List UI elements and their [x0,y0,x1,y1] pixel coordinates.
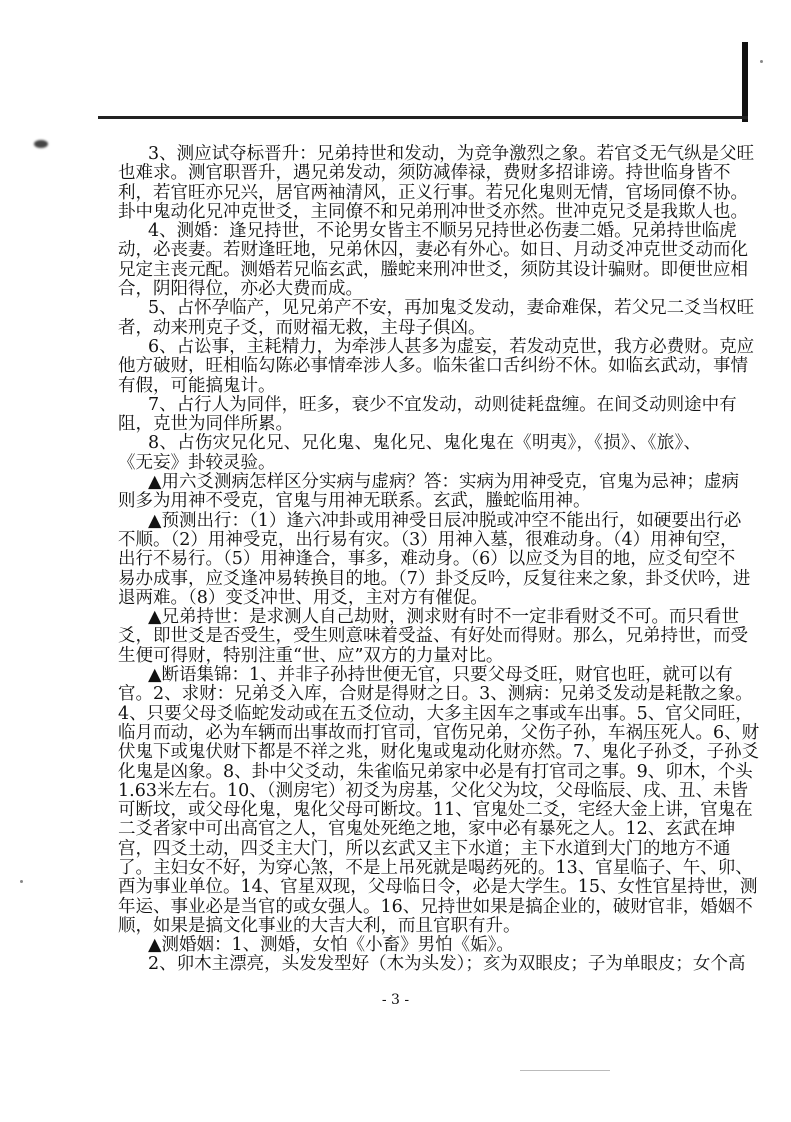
text-line: 顺，如果是搞文化事业的大吉大利，而且官职有升。 [118,915,521,936]
text-line: 利，若官旺亦兄兴，居官两袖清风，正义行事。若兄化鬼则无情，官场同僚不协。 [118,182,748,203]
text-line: 酉为事业单位。14、官星双现，父母临日令，必是大学生。15、女性官星持世，测 [118,877,758,898]
scan-speck [760,60,763,63]
text-line: 了。主妇女不好，为穿心煞，不是上吊死就是喝药死的。13、官星临子、午、卯、 [118,857,753,878]
text-line: 有假，可能搞鬼计。 [118,375,276,396]
text-line: 二爻者家中可出高官之人，官鬼处死绝之地，家中必有暴死之人。12、玄武在坤 [118,819,736,840]
page-number: - 3 - [381,992,410,1008]
text-line: 出行不易行。（5）用神逢合，事多，难动身。（6）以应爻为目的地，应爻旬空不 [118,549,736,570]
text-line: 则多为用神不受克，官鬼与用神无联系。玄武，螣蛇临用神。 [118,491,591,512]
scan-speck [20,880,23,883]
text-line: 他方破财，旺相临勾陈必事情牵涉人多。临朱雀口舌纠纷不休。如临玄武动，事情 [118,356,748,377]
scan-smudge [34,140,48,148]
text-line: 2、卯木主漂亮，头发发型好（木为头发）；亥为双眼皮；子为单眼皮；女个高 [148,954,746,975]
text-line: 5、占怀孕临产，见兄弟产不安，再加鬼爻发动，妻命难保，若父兄二爻当权旺 [148,298,755,319]
text-line: 临月而动，必为车辆而出事故而打官司，官伤兄弟，父伤子孙，车祸压死人。6、财 [118,722,760,743]
text-line: ▲用六爻测病怎样区分实病与虚病？答：实病为用神受克，官鬼为忌神；虚病 [148,472,739,493]
text-line: 年运、事业必是当官的或女强人。16、兄持世如果是搞企业的，破财官非，婚姻不 [118,896,753,917]
text-line: 易办成事，应爻逢冲易转换目的地。（7）卦爻反吟，反复往来之象，卦爻伏吟，进 [118,568,751,589]
text-line: 8、占伤灾兄化兄、兄化鬼、鬼化兄、鬼化鬼在《明夷》，《损》、《旅》、 [148,433,701,454]
header-rule [98,116,748,119]
footer-mark [520,1070,610,1071]
text-line: 伏鬼下或鬼伏财下都是不祥之兆，财化鬼或鬼动化财亦然。7、鬼化子孙爻，子孙爻 [118,742,760,763]
text-line: 7、占行人为同伴，旺多，衰少不宜发动，动则徒耗盘缠。在间爻动则途中有 [148,394,737,415]
text-line: ▲预测出行：（1）逢六冲卦或用神受日辰冲脱或冲空不能出行，如硬要出行必 [148,510,742,531]
text-line: ▲断语集锦：1、并非子孙持世便无官，只要父母爻旺，财官也旺，就可以有 [148,665,733,686]
text-line: 6、占讼事，主耗精力，为牵涉人甚多为虚妄，若发动克世，我方必费财。克应 [148,336,755,357]
text-line: 1.63米左右。10、（测房宅）初爻为房基，父化父为坟，父母临辰、戌、丑、未皆 [118,780,748,801]
text-line: 者，动来刑克子爻，而财福无救，主母子俱凶。 [118,317,486,338]
text-line: 化鬼是凶象。8、卦中父爻动，朱雀临兄弟家中必是有打官司之事。9、卯木，个头 [118,761,753,782]
text-line: 4、测婚：逢兄持世，不论男女皆主不顺另兄持世必伤妻二婚。兄弟持世临虎 [148,221,737,242]
text-line: 宫，四爻土动，四爻主大门，所以玄武又主下水道；主下水道到大门的地方不通 [118,838,731,859]
binding-edge-mark [742,42,748,122]
text-line: 不顺。（2）用神受克，出行易有灾。（3）用神入墓，很难动身。（4）用神旬空， [118,529,738,550]
text-line: 爻，即世爻是否受生，受生则意味着受益、有好处而得财。那么，兄弟持世，而受 [118,626,748,647]
text-line: 卦中鬼动化兄冲克世爻，主同僚不和兄弟刑冲世爻亦然。世冲克兄爻是我欺人也。 [118,201,748,222]
body-text [118,144,760,975]
text-line: 《无妄》卦较灵验。 [118,452,276,473]
text-line: 合，阴阳得位，亦必大费而成。 [118,279,363,300]
text-line: 4、只要父母爻临蛇发动或在五爻位动，大多主因车之事或车出事。5、官父同旺， [118,703,753,724]
text-line: 可断坟，或父母化鬼，鬼化父母可断坟。11、官鬼处二爻，宅经大金上讲，官鬼在 [118,800,753,821]
text-line: ▲测婚姻：1、测婚，女怕《小畜》男怕《姤》。 [148,935,514,956]
text-line: 也难求。测官职晋升，遇兄弟发动，须防减俸禄，费财多招诽谤。持世临身皆不 [118,163,731,184]
text-line: ▲兄弟持世：是求测人自己劫财，测求财有时不一定非看财爻不可。而只看世 [148,607,739,628]
text-line: 3、测应试夺标晋升：兄弟持世和发动，为竞争激烈之象。若官爻无气纵是父旺 [148,144,755,164]
text-line: 兄定主丧元配。测婚若兄临玄武，螣蛇来刑冲世爻，须防其设计骗财。即便世应相 [118,259,748,280]
text-line: 阻，克世为同伴所累。 [118,414,293,435]
text-line: 生便可得财，特别注重“世、应”双方的力量对比。 [118,645,504,666]
text-line: 退两难。（8）变爻冲世、用爻，主对方有催促。 [118,587,488,608]
text-line: 动，必丧妻。若财逢旺地，兄弟休囚，妻必有外心。如日、月动爻冲克世爻动而化 [118,240,748,261]
text-line: 官。2、求财：兄弟爻入库，合财是得财之日。3、测病：兄弟爻发动是耗散之象。 [118,684,753,705]
